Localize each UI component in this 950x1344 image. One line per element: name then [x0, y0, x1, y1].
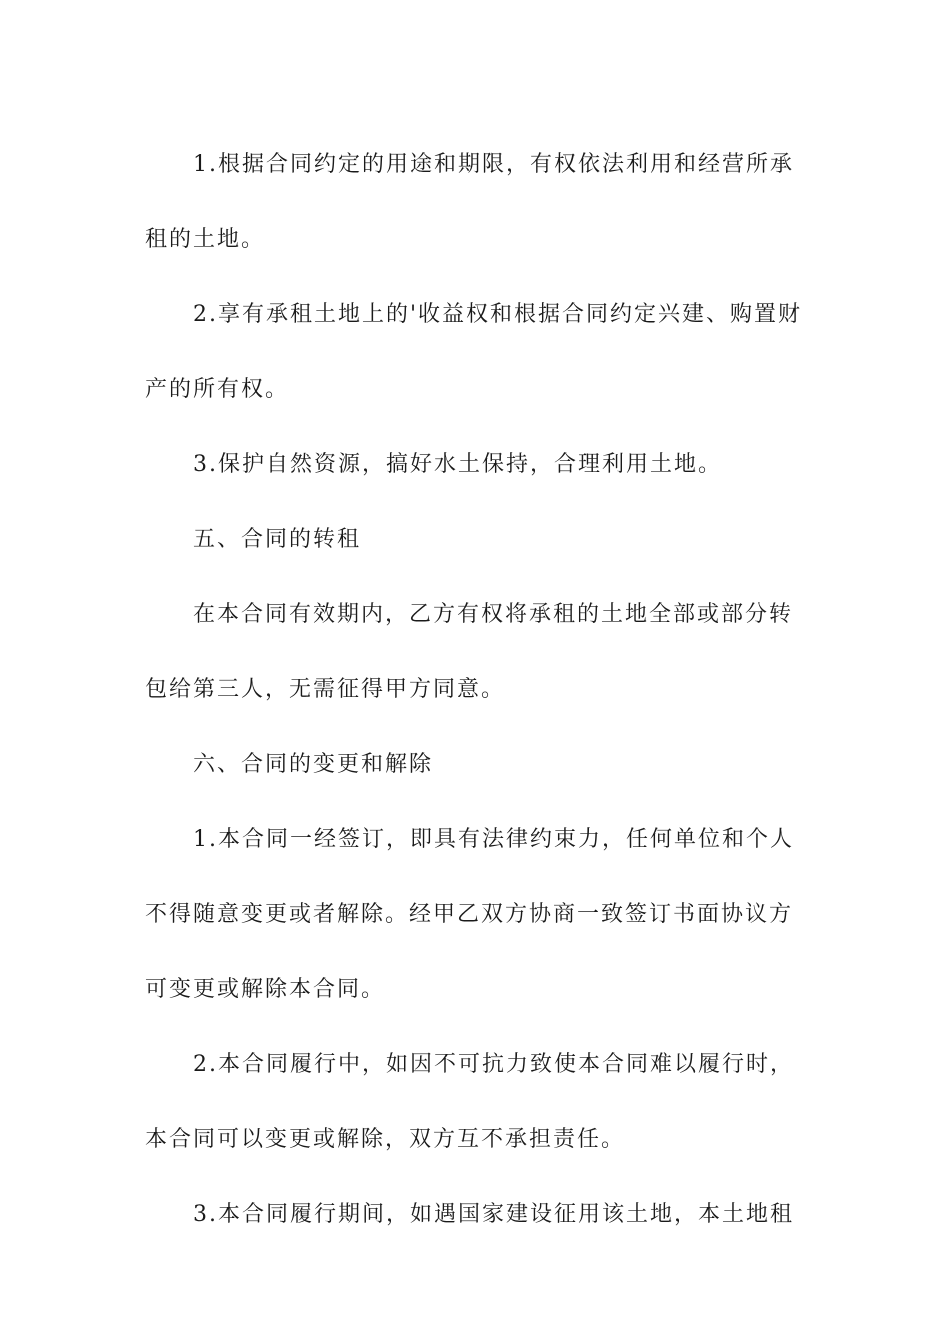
- text-line: 2.本合同履行中，如因不可抗力致使本合同难以履行时，: [193, 1052, 794, 1077]
- text-line: 在本合同有效期内，乙方有权将承租的土地全部或部分转: [193, 602, 794, 627]
- text-line: 不得随意变更或者解除。经甲乙双方协商一致签订书面协议方: [145, 902, 794, 927]
- paragraph-change-1: [145, 802, 805, 1027]
- paragraph-right-1: [145, 127, 805, 277]
- text-line: 1.根据合同约定的用途和期限，有权依法利用和经营所承: [193, 152, 794, 177]
- text-line: 3.本合同履行期间，如遇国家建设征用该土地，本土地租: [193, 1202, 794, 1227]
- paragraph-change-3: [145, 1177, 805, 1252]
- text-line: 包给第三人，无需征得甲方同意。: [145, 677, 506, 702]
- text-line: 租的土地。: [145, 227, 266, 252]
- paragraph-sublease: [145, 577, 805, 727]
- text-line: 可变更或解除本合同。: [145, 977, 386, 1002]
- section-heading-change: [145, 727, 805, 802]
- section-heading: 五、合同的转租: [193, 527, 362, 552]
- text-line: 本合同可以变更或解除，双方互不承担责任。: [145, 1127, 626, 1152]
- text-line: 产的所有权。: [145, 377, 290, 402]
- document-body: [145, 127, 805, 1252]
- paragraph-right-2: [145, 277, 805, 427]
- paragraph-change-2: [145, 1027, 805, 1177]
- section-heading: 六、合同的变更和解除: [193, 752, 434, 777]
- text-line: 2.享有承租土地上的'收益权和根据合同约定兴建、购置财: [193, 302, 803, 327]
- section-heading-sublease: [145, 502, 805, 577]
- text-line: 3.保护自然资源，搞好水土保持，合理利用土地。: [193, 452, 722, 477]
- paragraph-right-3: [145, 427, 805, 502]
- text-line: 1.本合同一经签订，即具有法律约束力，任何单位和个人: [193, 827, 794, 852]
